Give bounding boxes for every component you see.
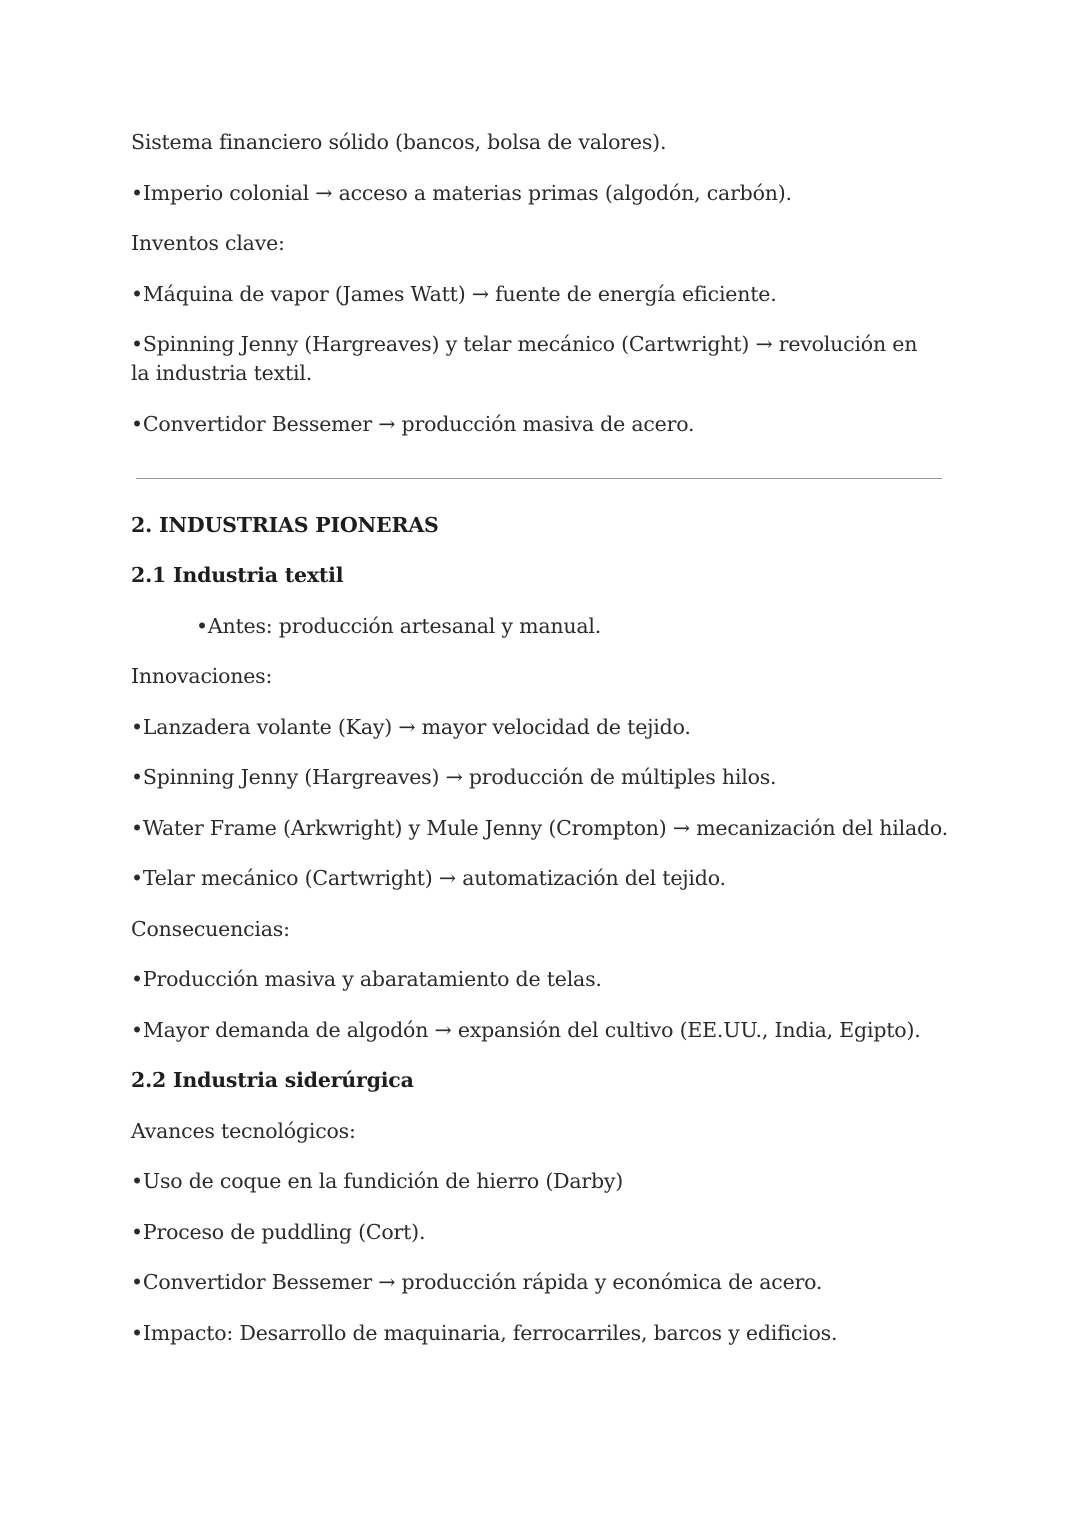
bullet-mass-production: •Producción masiva y abaratamiento de telas. — [131, 967, 602, 991]
bullet-flying-shuttle: •Lanzadera volante (Kay) → mayor velocidad de tejido. — [131, 715, 691, 739]
bullet-puddling: •Proceso de puddling (Cort). — [131, 1220, 426, 1244]
bullet-before-artisanal: •Antes: producción artesanal y manual. — [196, 614, 602, 638]
label-tech-advances: Avances tecnológicos: — [131, 1119, 356, 1143]
bullet-colonial-empire: •Imperio colonial → acceso a materias primas (algodón, carbón). — [131, 181, 792, 205]
bullet-coke-smelting: •Uso de coque en la fundición de hierro (Darby) — [131, 1169, 624, 1193]
bullet-spinning-jenny: •Spinning Jenny (Hargreaves) → producción de múltiples hilos. — [131, 765, 777, 789]
subsection-heading-textile: 2.1 Industria textil — [131, 563, 344, 587]
section-heading-pioneer-industries: 2. INDUSTRIAS PIONERAS — [131, 513, 439, 537]
bullet-steam-engine: •Máquina de vapor (James Watt) → fuente de energía eficiente. — [131, 282, 777, 306]
bullet-water-frame: •Water Frame (Arkwright) y Mule Jenny (Crompton) → mecanización del hilado. — [131, 816, 948, 840]
label-consequences: Consecuencias: — [131, 917, 290, 941]
bullet-impact: •Impacto: Desarrollo de maquinaria, ferrocarriles, barcos y edificios. — [131, 1321, 838, 1345]
label-innovations: Innovaciones: — [131, 664, 273, 688]
bullet-cotton-demand: •Mayor demanda de algodón → expansión del cultivo (EE.UU., India, Egipto). — [131, 1018, 921, 1042]
bullet-spinning-jenny-loom: •Spinning Jenny (Hargreaves) y telar mecánico (Cartwright) → revolución en la industria textil. — [131, 332, 918, 385]
bullet-bessemer-steel: •Convertidor Bessemer → producción rápida y económica de acero. — [131, 1270, 823, 1294]
label-key-inventions: Inventos clave: — [131, 231, 285, 255]
bullet-bessemer-converter: •Convertidor Bessemer → producción masiva de acero. — [131, 412, 695, 436]
horizontal-divider — [136, 478, 942, 479]
bullet-power-loom: •Telar mecánico (Cartwright) → automatización del tejido. — [131, 866, 726, 890]
subsection-heading-steel: 2.2 Industria siderúrgica — [131, 1068, 414, 1092]
text-financial-system: Sistema financiero sólido (bancos, bolsa de valores). — [131, 130, 667, 154]
